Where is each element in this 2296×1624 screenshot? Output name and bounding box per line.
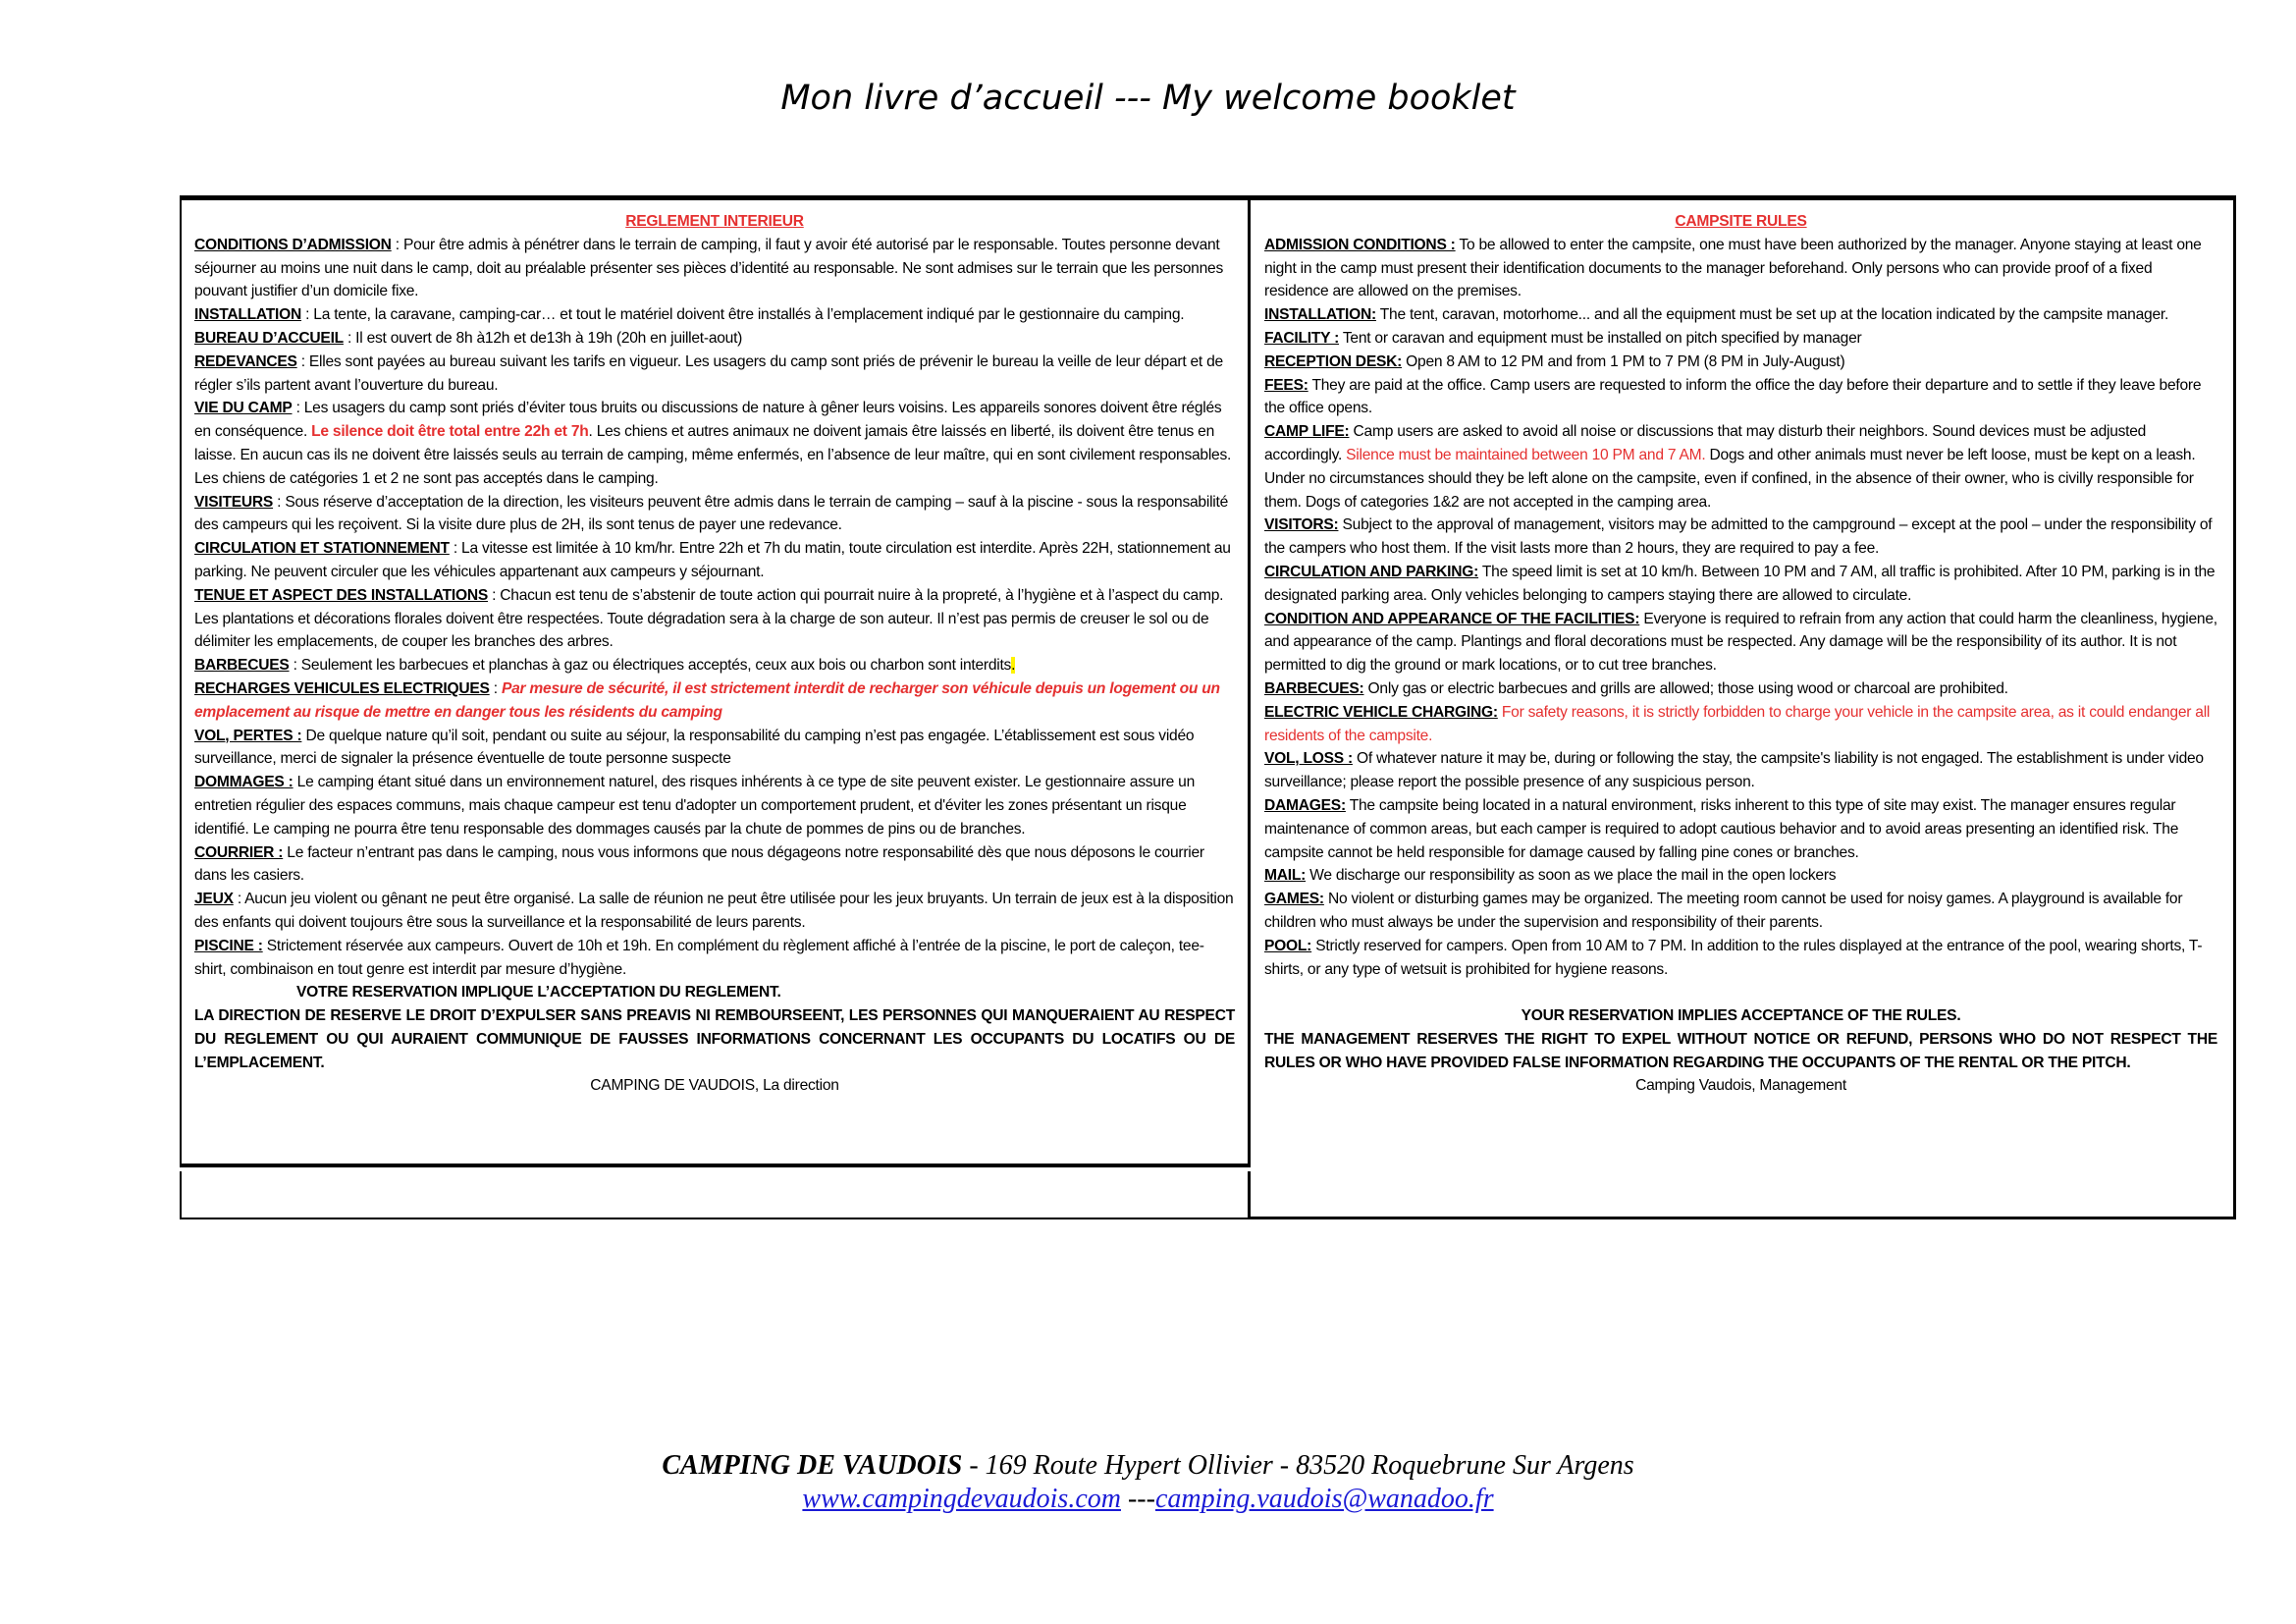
pool-rule-en bbox=[1264, 935, 2217, 982]
email-link[interactable]: camping.vaudois@wanadoo.fr bbox=[1154, 1484, 1494, 1514]
rule-text: : La tente, la caravane, camping-car… et tout le matériel doivent être installés à l’emplacement indiqué par le gestionnaire du camping. bbox=[301, 306, 1185, 324]
rule-label: CONDITION AND APPEARANCE OF THE FACILITIES: bbox=[1264, 610, 1640, 627]
acceptance-notice-fr: VOTRE RESERVATION IMPLIQUE L’ACCEPTATION DU REGLEMENT. bbox=[296, 984, 781, 1001]
silence-warning-en: Silence must be maintained between 10 PM and 7 AM. bbox=[1346, 446, 1706, 463]
rule-text: Le facteur n’entrant pas dans le camping, nous vous informons que nous dégageons notre responsabilité dès que nous déposons le courrier dans les casiers. bbox=[194, 843, 1204, 885]
campsite-address: - 169 Route Hypert Ollivier - 83520 Roquebrune Sur Argens bbox=[962, 1450, 1634, 1481]
theft-rule-fr bbox=[194, 725, 1235, 772]
rule-text: Dogs and other animals must never be left loose, must be kept on a leash. Under no circumstances should they be left alone on the campsite, even if confined, in the absence of their owner, who is civilly responsible for them. Dogs of categories 1&2 are not accepted in the camping area. bbox=[1264, 446, 2196, 511]
rule-label: CONDITIONS D’ADMISSION bbox=[194, 236, 392, 253]
rule-label: FEES: bbox=[1264, 376, 1308, 394]
rule-label: BARBECUES: bbox=[1264, 679, 1364, 697]
rule-text: : Aucun jeu violent ou gênant ne peut être organisé. La salle de réunion ne peut être utilisée pour les jeux bruyants. Un terrain de jeux est à la disposition des enfants qui doivent toujours être sous la surveillance et la responsabilité de leurs parents. bbox=[194, 891, 1234, 931]
damages-rule-en bbox=[1264, 794, 2217, 864]
rule-label: VIE DU CAMP bbox=[194, 400, 293, 417]
installation-rule-en bbox=[1264, 303, 2217, 327]
rule-label: COURRIER : bbox=[194, 843, 284, 861]
rule-separator: : bbox=[489, 679, 502, 697]
rule-text: Camp users are asked to avoid all noise or discussions that may disturb their neighbors. Sound devices must be adjusted accordingly. bbox=[1264, 423, 2147, 463]
rule-text: Strictly reserved for campers. Open from 10 AM to 7 PM. In addition to the rules displayed at the entrance of the pool, wearing shorts, T-shirts, or any type of wetsuit is prohibited for hygiene reasons. bbox=[1264, 937, 2203, 978]
rule-label: VISITEURS bbox=[194, 493, 274, 511]
damages-rule-fr bbox=[194, 771, 1235, 840]
circulation-rule-fr bbox=[194, 537, 1235, 584]
fees-rule-en bbox=[1264, 374, 2217, 421]
rule-text: The campsite being located in a natural environment, risks inherent to this type of site may exist. The manager ensures regular maintenance of common areas, but each camper is required to adopt cautious behavior and to avoid areas presenting an identified risk. The campsite cannot be held responsible for damage caused by falling pine cones or branches. bbox=[1264, 796, 2179, 861]
rule-text: : Sous réserve d’acceptation de la direction, les visiteurs peuvent être admis dans le terrain de camping – sauf à la piscine - sous la responsabilité des campeurs qui les reçoivent. Si la visite dure plus de 2H, ils sont tenus de payer une redevance. bbox=[194, 493, 1228, 534]
rule-text: The tent, caravan, motorhome... and all the equipment must be set up at the location indicated by the campsite manager. bbox=[1375, 306, 2169, 324]
rule-label: BARBECUES bbox=[194, 657, 290, 675]
rule-label: GAMES: bbox=[1264, 891, 1324, 908]
games-rule-en bbox=[1264, 888, 2217, 935]
rule-label: ELECTRIC VEHICLE CHARGING: bbox=[1264, 703, 1498, 721]
rule-text: Open 8 AM to 12 PM and from 1 PM to 7 PM (8 PM in July-August) bbox=[1402, 352, 1845, 370]
rule-text: We discharge our responsibility as soon as we place the mail in the open lockers bbox=[1306, 867, 1837, 885]
ev-charging-rule-fr bbox=[194, 677, 1235, 725]
visitors-rule-en bbox=[1264, 514, 2217, 561]
visitors-rule-fr bbox=[194, 491, 1235, 538]
facilities-rule-fr bbox=[194, 584, 1235, 654]
admission-rule-fr bbox=[194, 234, 1235, 303]
rule-label: MAIL: bbox=[1264, 867, 1307, 885]
rule-text: They are paid at the office. Camp users are requested to inform the office the day before their departure and to settle if they leave before the office opens. bbox=[1264, 376, 2202, 417]
rule-label: CIRCULATION AND PARKING: bbox=[1264, 563, 1479, 580]
barbecues-rule-en bbox=[1264, 677, 2217, 701]
expulsion-notice-en: THE MANAGEMENT RESERVES THE RIGHT TO EXPEL WITHOUT NOTICE OR REFUND, PERSONS WHO DO NOT RESPECT THE RULES OR WHO HAVE PROVIDED FALSE INFORMATION REGARDING THE OCCUPANTS OF THE RENTAL OR THE PITCH. bbox=[1264, 1030, 2217, 1071]
rule-text: : La vitesse est limitée à 10 km/hr. Entre 22h et 7h du matin, toute circulation est interdite. Après 22H, stationnement au parking. Ne peuvent circuler que les véhicules appartenant aux campeurs y séjournant. bbox=[194, 540, 1231, 580]
pool-rule-fr bbox=[194, 935, 1235, 982]
signature-en: Camping Vaudois, Management bbox=[1635, 1077, 1846, 1095]
rule-label: VOL, PERTES : bbox=[194, 727, 302, 744]
footer-address-line bbox=[0, 1449, 2296, 1483]
rule-text: De quelque nature qu’il soit, pendant ou suite au séjour, la responsabilité du camping n’est pas engagée. L’établissement est sous vidéo surveillance, merci de signaler la présence éventuelle de toute personne suspecte bbox=[194, 727, 1195, 768]
games-rule-fr bbox=[194, 888, 1235, 935]
rule-label: TENUE ET ASPECT DES INSTALLATIONS bbox=[194, 586, 489, 604]
mail-rule-fr bbox=[194, 841, 1235, 889]
rule-label: POOL: bbox=[1264, 937, 1312, 954]
rule-text: . Les chiens et autres animaux ne doivent jamais être laissés en liberté, ils doivent être tenus en laisse. En aucun cas ils ne doivent être laissés seuls au terrain de camping, même enfermés, en l’absence de leur maître, qui en sont civilement responsables. Les chiens de catégories 1 et 2 ne sont pas acceptés dans le camping. bbox=[194, 423, 1232, 487]
rule-label: DAMAGES: bbox=[1264, 796, 1346, 814]
camp-life-rule-fr bbox=[194, 397, 1235, 490]
rule-text: To be allowed to enter the campsite, one must have been authorized by the manager. Anyone staying at least one night in the camp must present their identification documents to the manager beforehand. Only persons who can provide proof of a fixed residence are allowed on the premises. bbox=[1264, 236, 2202, 300]
contact-separator: --- bbox=[1120, 1484, 1155, 1514]
rule-text: No violent or disturbing games may be organized. The meeting room cannot be used for noisy games. A playground is available for children who must always be under the supervision and responsibility of their parents. bbox=[1264, 891, 2183, 931]
rule-text: : Chacun est tenu de s’abstenir de toute action qui pourrait nuire à la propreté, à l’hygiène et à l’aspect du camp. Les plantations et décorations florales doivent être respectées. Toute dégradation sera à la charge de son auteur. Il n’est pas permis de creuser le sol ou de délimiter les emplacements, de couper les branches des arbres. bbox=[194, 586, 1224, 651]
french-rules-heading: REGLEMENT INTERIEUR bbox=[625, 213, 804, 230]
ev-charging-warning-fr: Par mesure de sécurité, il est strictement interdit de recharger son véhicule depuis un logement ou un emplacement au risque de mettre en danger tous les résidents du camping bbox=[194, 679, 1220, 721]
rule-label: INSTALLATION: bbox=[1264, 306, 1376, 324]
highlight-mark: . bbox=[1011, 657, 1016, 675]
rule-label: CAMP LIFE: bbox=[1264, 423, 1350, 441]
rule-text: : Pour être admis à pénétrer dans le terrain de camping, il faut y avoir été autorisé par le responsable. Toutes personne devant séjourner au moins une nuit dans le camp, doit au préalable présenter ses pièces d’identité au responsable. Ne sont admises sur le terrain que les personnes pouvant justifier d’un domicile fixe. bbox=[194, 236, 1224, 300]
signature-fr: CAMPING DE VAUDOIS, La direction bbox=[590, 1077, 839, 1095]
rule-text: : Il est ouvert de 8h à12h et de13h à 19h (20h en juillet-aout) bbox=[343, 329, 743, 347]
rule-text: Only gas or electric barbecues and grills are allowed; those using wood or charcoal are prohibited. bbox=[1363, 679, 2008, 697]
installation-rule-fr bbox=[194, 303, 1235, 327]
rule-label: INSTALLATION bbox=[194, 306, 302, 324]
silence-warning-fr: Le silence doit être total entre 22h et 7h bbox=[311, 423, 589, 441]
rule-text: Subject to the approval of management, visitors may be admitted to the campground – except at the pool – under the responsibility of the campers who host them. If the visit lasts more than 2 hours, they are required to pay a fee. bbox=[1264, 516, 2213, 558]
rule-label: BUREAU D’ACCUEIL bbox=[194, 329, 344, 347]
rule-text: The speed limit is set at 10 km/h. Between 10 PM and 7 AM, all traffic is prohibited. After 10 PM, parking is in the designated parking area. Only vehicles belonging to campers staying there are allowed to circulate. bbox=[1264, 563, 2216, 604]
campsite-name: CAMPING DE VAUDOIS bbox=[662, 1450, 963, 1481]
rule-label: CIRCULATION ET STATIONNEMENT bbox=[194, 540, 450, 558]
french-rules-body bbox=[194, 210, 1235, 1098]
reception-rule-en bbox=[1264, 351, 2217, 374]
mail-rule-en bbox=[1264, 864, 2217, 888]
rule-label: RECEPTION DESK: bbox=[1264, 352, 1403, 370]
ev-charging-rule-en bbox=[1264, 701, 2217, 748]
rule-label: RECHARGES VEHICULES ELECTRIQUES bbox=[194, 679, 490, 697]
rule-text: Tent or caravan and equipment must be installed on pitch specified by manager bbox=[1339, 329, 1862, 347]
barbecues-rule-fr bbox=[194, 654, 1235, 677]
rule-label: FACILITY : bbox=[1264, 329, 1340, 347]
rule-text: : Elles sont payées au bureau suivant les tarifs en vigueur. Les usagers du camp sont priés de prévenir le bureau la veille de leur départ et de régler s’ils partent avant l’ouverture du bureau. bbox=[194, 352, 1223, 394]
english-rules-column bbox=[1251, 195, 2236, 1219]
website-link[interactable]: www.campingdevaudois.com bbox=[802, 1484, 1121, 1514]
rule-label: VOL, LOSS : bbox=[1264, 750, 1353, 768]
facility-rule-en bbox=[1264, 327, 2217, 351]
rule-text: Le camping étant situé dans un environnement naturel, des risques inhérents à ce type de site peuvent exister. Le gestionnaire assure un entretien régulier des espaces communs, mais chaque campeur est tenu d'adopter un comportement prudent, et d'éviter les zones présentant un risque identifié. Le camping ne pourra être tenu responsable des dommages causés par la chute de pommes de pins ou de branches. bbox=[194, 774, 1196, 838]
rule-label: REDEVANCES bbox=[194, 352, 297, 370]
expulsion-notice-fr: LA DIRECTION DE RESERVE LE DROIT D’EXPULSER SANS PREAVIS NI REMBOURSEENT, LES PERSONNES QUI MANQUERAIENT AU RESPECT DU REGLEMENT OU QUI AURAIENT COMMUNIQUE DE FAUSSES INFORMATIONS CONCERNANT LES OCCUPANTS DU LOCATIFS OU DE L’EMPLACEMENT. bbox=[194, 1007, 1235, 1071]
ev-charging-warning-en: For safety reasons, it is strictly forbidden to charge your vehicle in the campsite area, as it could endanger all residents of the campsite. bbox=[1264, 703, 2211, 744]
rule-text: Of whatever nature it may be, during or following the stay, the campsite's liability is not engaged. The establishment is under video surveillance; please report the possible presence of any suspicious person. bbox=[1264, 750, 2204, 791]
page-footer bbox=[0, 1449, 2296, 1516]
english-rules-body bbox=[1264, 210, 2217, 1098]
rule-label: ADMISSION CONDITIONS : bbox=[1264, 236, 1456, 253]
rule-label: DOMMAGES : bbox=[194, 774, 294, 791]
rule-label: PISCINE : bbox=[194, 937, 263, 954]
admission-rule-en bbox=[1264, 234, 2217, 303]
reception-rule-fr bbox=[194, 327, 1235, 351]
rule-text: Strictement réservée aux campeurs. Ouvert de 10h et 19h. En complément du règlement affiché à l’entrée de la piscine, le port de caleçon, tee-shirt, combinaison en tout genre est interdit par mesure d’hygiène. bbox=[194, 937, 1204, 978]
rule-label: VISITORS: bbox=[1264, 516, 1339, 534]
circulation-rule-en bbox=[1264, 561, 2217, 608]
french-rules-footer-cell bbox=[180, 1171, 1251, 1219]
rule-text: : Seulement les barbecues et planchas à gaz ou électriques acceptés, ceux aux bois ou charbon sont interdits bbox=[289, 657, 1012, 675]
english-rules-heading: CAMPSITE RULES bbox=[1675, 213, 1807, 230]
rule-text: : Les usagers du camp sont priés d’éviter tous bruits ou discussions de nature à gêner leurs voisins. Les appareils sonores doivent être réglés en conséquence. bbox=[194, 400, 1222, 441]
rule-text: Everyone is required to refrain from any action that could harm the cleanliness, hygiene, and appearance of the camp. Plantings and floral decorations must be respected. Any damage will be the responsibility of its author. It is not permitted to dig the ground or mark locations, or to cut tree branches. bbox=[1264, 610, 2217, 675]
acceptance-notice-en: YOUR RESERVATION IMPLIES ACCEPTANCE OF THE RULES. bbox=[1521, 1007, 1961, 1025]
facilities-rule-en bbox=[1264, 608, 2217, 677]
rule-label: JEUX bbox=[194, 891, 234, 908]
camp-life-rule-en bbox=[1264, 420, 2217, 514]
page-title: Mon livre d’accueil --- My welcome booklet bbox=[780, 79, 1516, 118]
fees-rule-fr bbox=[194, 351, 1235, 398]
french-rules-column bbox=[180, 195, 1251, 1167]
footer-contact-line bbox=[0, 1483, 2296, 1516]
rules-table bbox=[180, 195, 2236, 1219]
theft-rule-en bbox=[1264, 747, 2217, 794]
